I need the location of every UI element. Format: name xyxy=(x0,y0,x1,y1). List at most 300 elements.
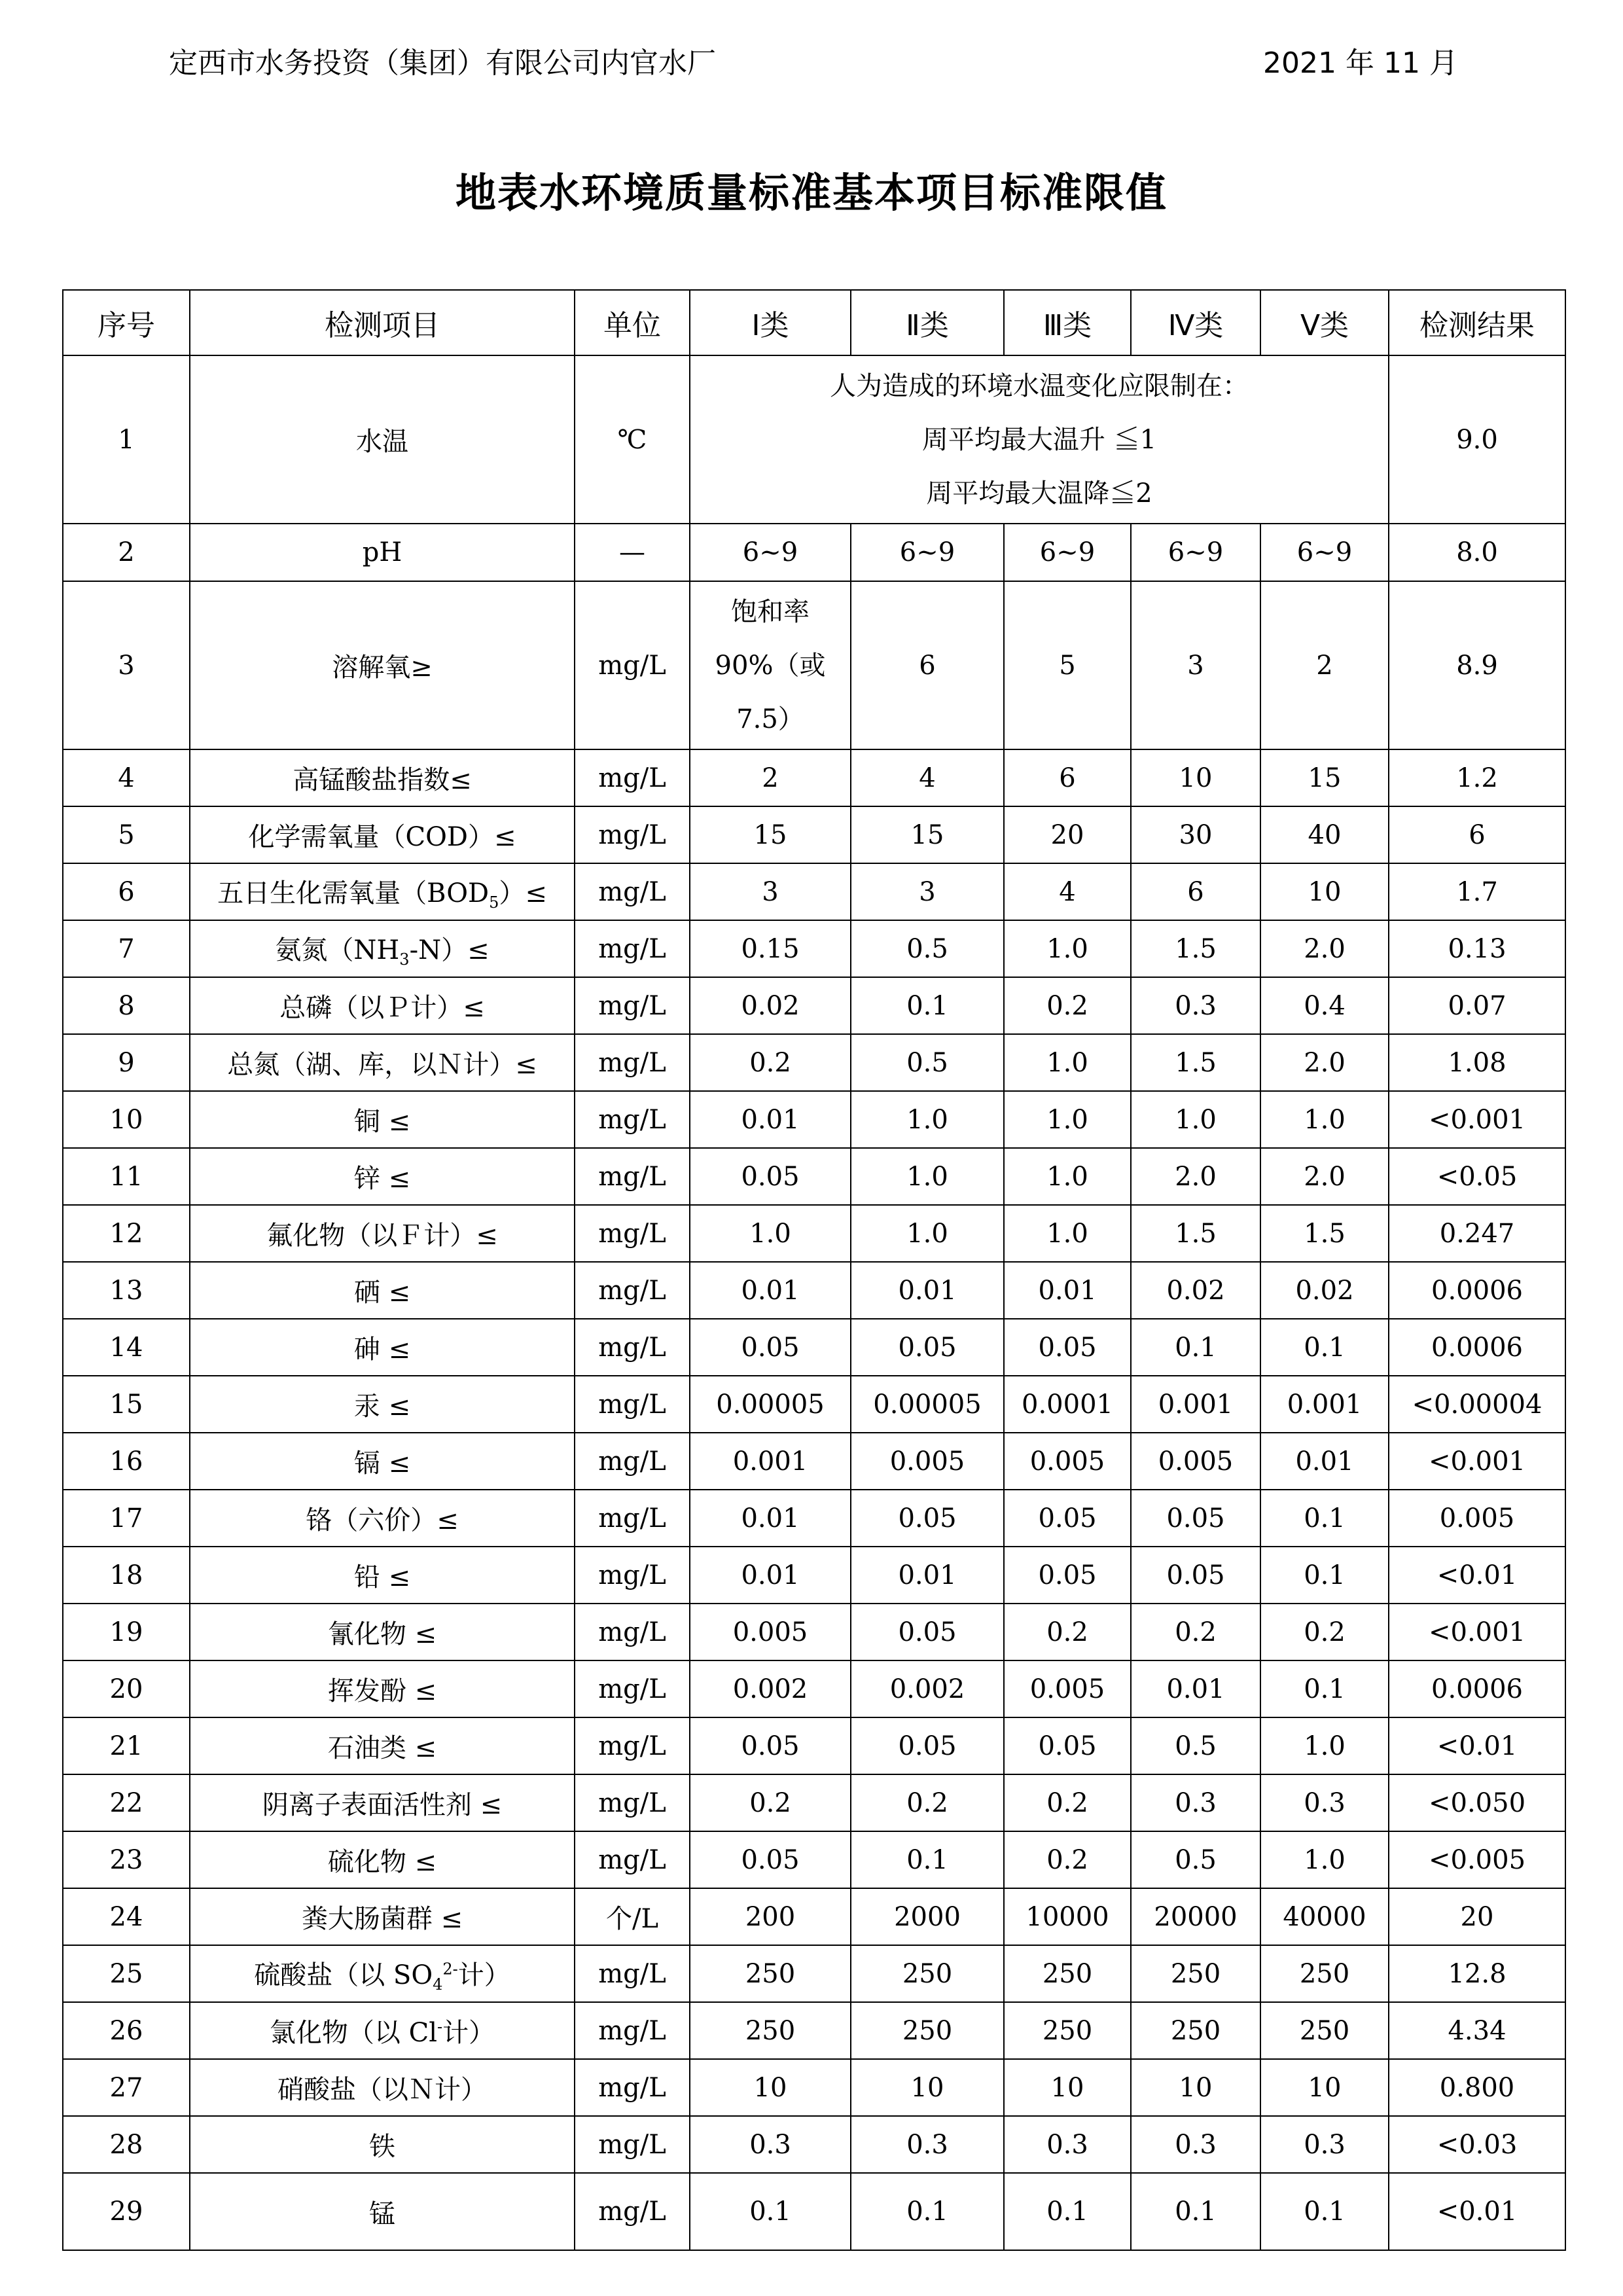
cell-class-5: 0.4 xyxy=(1260,977,1389,1034)
cell-no: 15 xyxy=(63,1376,190,1433)
cell-class-3: 20 xyxy=(1004,806,1131,863)
col-header-class-3: Ⅲ类 xyxy=(1004,290,1131,355)
cell-class-4: 0.01 xyxy=(1131,1660,1260,1717)
cell-unit: mg/L xyxy=(575,977,690,1034)
do-class1-line-1: 饱和率 xyxy=(731,596,810,627)
cell-class-4: 2.0 xyxy=(1131,1148,1260,1205)
cell-unit: mg/L xyxy=(575,1831,690,1888)
cell-class-3: 0.2 xyxy=(1004,1774,1131,1831)
cell-item: 总氮（湖、库，以Ｎ计）≤ xyxy=(190,1034,575,1091)
table-row xyxy=(63,1660,1565,1717)
cell-class-5: 0.2 xyxy=(1260,1604,1389,1660)
temp-limit-line-2: 周平均最大温升 ≦1 xyxy=(921,424,1157,455)
table-row xyxy=(63,1717,1565,1774)
cell-item: 化学需氧量（COD）≤ xyxy=(190,806,575,863)
cell-class-4: 1.5 xyxy=(1131,1205,1260,1262)
cell-item: 锌 ≤ xyxy=(190,1148,575,1205)
cell-class-2: 3 xyxy=(851,863,1004,920)
standards-table xyxy=(62,289,1566,2251)
cell-item: pH xyxy=(190,524,575,581)
cell-unit: mg/L xyxy=(575,1490,690,1547)
table-row xyxy=(63,1604,1565,1660)
cell-class-2: 250 xyxy=(851,1945,1004,2002)
cell-class-4: 10 xyxy=(1131,749,1260,806)
cell-class-4: 0.3 xyxy=(1131,2116,1260,2173)
cell-unit: mg/L xyxy=(575,581,690,749)
cell-result: 0.13 xyxy=(1389,920,1565,977)
cell-class-3: 6~9 xyxy=(1004,524,1131,581)
cell-class-5: 0.1 xyxy=(1260,1319,1389,1376)
cell-class-5: 10 xyxy=(1260,2059,1389,2116)
cell-class-4: 10 xyxy=(1131,2059,1260,2116)
cell-class-3: 0.005 xyxy=(1004,1433,1131,1490)
cell-class-4: 0.005 xyxy=(1131,1433,1260,1490)
cell-item: 铜 ≤ xyxy=(190,1091,575,1148)
cell-item: 硫化物 ≤ xyxy=(190,1831,575,1888)
cell-item xyxy=(190,2002,575,2059)
cell-class-3: 10000 xyxy=(1004,1888,1131,1945)
cell-unit: mg/L xyxy=(575,2173,690,2250)
cell-unit: ℃ xyxy=(575,355,690,524)
table-row xyxy=(63,1262,1565,1319)
cell-class-2: 0.3 xyxy=(851,2116,1004,2173)
table-row xyxy=(63,1945,1565,2002)
item-text-post: 计） xyxy=(442,2018,495,2048)
cell-class-4: 0.05 xyxy=(1131,1490,1260,1547)
table-header-row xyxy=(63,290,1565,355)
cell-result: 1.2 xyxy=(1389,749,1565,806)
col-header-item: 检测项目 xyxy=(190,290,575,355)
cell-class-1: 2 xyxy=(690,749,851,806)
col-header-class-5: Ⅴ类 xyxy=(1260,290,1389,355)
table-row-water-temp xyxy=(63,355,1565,524)
cell-class-1: 0.05 xyxy=(690,1831,851,1888)
cell-no: 9 xyxy=(63,1034,190,1091)
cell-item xyxy=(190,1945,575,2002)
table-row xyxy=(63,1034,1565,1091)
cell-class-2: 10 xyxy=(851,2059,1004,2116)
cell-class-3: 250 xyxy=(1004,1945,1131,2002)
cell-class-1: 0.2 xyxy=(690,1774,851,1831)
cell-class-4: 3 xyxy=(1131,581,1260,749)
cell-no: 3 xyxy=(63,581,190,749)
cell-class-2: 0.2 xyxy=(851,1774,1004,1831)
cell-result: <0.03 xyxy=(1389,2116,1565,2173)
cell-class-1: 0.00005 xyxy=(690,1376,851,1433)
report-date: 2021 年 11 月 xyxy=(1263,46,1458,80)
cell-unit: mg/L xyxy=(575,1774,690,1831)
cell-no: 24 xyxy=(63,1888,190,1945)
cell-class-3: 6 xyxy=(1004,749,1131,806)
cell-result: 1.08 xyxy=(1389,1034,1565,1091)
table-row-dissolved-oxygen xyxy=(63,581,1565,749)
cell-class-1: 200 xyxy=(690,1888,851,1945)
cell-class-4: 30 xyxy=(1131,806,1260,863)
table-row xyxy=(63,920,1565,977)
cell-result: 9.0 xyxy=(1389,355,1565,524)
table-row xyxy=(63,1490,1565,1547)
cell-unit: mg/L xyxy=(575,749,690,806)
cell-result: <0.01 xyxy=(1389,1547,1565,1604)
cell-result: <0.005 xyxy=(1389,1831,1565,1888)
cell-no: 4 xyxy=(63,749,190,806)
cell-result: <0.05 xyxy=(1389,1148,1565,1205)
table-row xyxy=(63,2002,1565,2059)
cell-item xyxy=(190,920,575,977)
cell-class-3: 0.2 xyxy=(1004,1831,1131,1888)
cell-unit: mg/L xyxy=(575,1945,690,2002)
cell-no: 23 xyxy=(63,1831,190,1888)
cell-class-4: 6~9 xyxy=(1131,524,1260,581)
cell-no: 11 xyxy=(63,1148,190,1205)
cell-class-5: 40000 xyxy=(1260,1888,1389,1945)
cell-class-2: 0.1 xyxy=(851,1831,1004,1888)
cell-result: 8.0 xyxy=(1389,524,1565,581)
cell-item: 氰化物 ≤ xyxy=(190,1604,575,1660)
cell-class-1: 0.002 xyxy=(690,1660,851,1717)
cell-class-3: 0.1 xyxy=(1004,2173,1131,2250)
cell-class-3: 250 xyxy=(1004,2002,1131,2059)
do-class1-line-3: 7.5） xyxy=(736,704,804,734)
cell-class-3: 0.2 xyxy=(1004,977,1131,1034)
cell-class-2: 0.01 xyxy=(851,1262,1004,1319)
cell-result: 0.800 xyxy=(1389,2059,1565,2116)
organization-name: 定西市水务投资（集团）有限公司内官水厂 xyxy=(169,46,716,80)
table-row xyxy=(63,2173,1565,2250)
cell-item: 高锰酸盐指数≤ xyxy=(190,749,575,806)
cell-class-1: 0.01 xyxy=(690,1262,851,1319)
cell-class-4: 0.5 xyxy=(1131,1717,1260,1774)
cell-class-1: 0.005 xyxy=(690,1604,851,1660)
table-row xyxy=(63,977,1565,1034)
item-text-pre: 硫酸盐（以 SO xyxy=(254,1960,433,1990)
cell-class-5: 2.0 xyxy=(1260,920,1389,977)
cell-class-4: 0.5 xyxy=(1131,1831,1260,1888)
cell-class-5: 40 xyxy=(1260,806,1389,863)
cell-class-1: 0.05 xyxy=(690,1319,851,1376)
item-superscript: 2- xyxy=(442,1960,458,1979)
cell-class-5: 250 xyxy=(1260,2002,1389,2059)
item-text-pre: 氨氮（NH xyxy=(275,935,400,965)
cell-class-5: 1.0 xyxy=(1260,1091,1389,1148)
temp-limit-line-1: 人为造成的环境水温变化应限制在： xyxy=(830,370,1249,401)
cell-class-1: 0.001 xyxy=(690,1433,851,1490)
cell-result: <0.001 xyxy=(1389,1091,1565,1148)
table-row xyxy=(63,2059,1565,2116)
item-subscript: 5 xyxy=(489,893,499,912)
col-header-class-4: Ⅳ类 xyxy=(1131,290,1260,355)
item-text-pre: 五日生化需氧量（BOD xyxy=(217,878,490,908)
cell-class-3: 0.05 xyxy=(1004,1717,1131,1774)
cell-class-4: 250 xyxy=(1131,1945,1260,2002)
cell-class-5: 0.1 xyxy=(1260,2173,1389,2250)
cell-class-3: 0.05 xyxy=(1004,1490,1131,1547)
cell-class-3: 5 xyxy=(1004,581,1131,749)
cell-no: 17 xyxy=(63,1490,190,1547)
cell-class-4: 0.1 xyxy=(1131,1319,1260,1376)
item-subscript: 3 xyxy=(399,950,410,969)
cell-class-4: 1.5 xyxy=(1131,1034,1260,1091)
cell-class-5: 0.1 xyxy=(1260,1660,1389,1717)
cell-class-2: 1.0 xyxy=(851,1205,1004,1262)
cell-class-4: 1.5 xyxy=(1131,920,1260,977)
cell-item: 硝酸盐（以Ｎ计） xyxy=(190,2059,575,2116)
cell-unit: mg/L xyxy=(575,1319,690,1376)
cell-class-5: 15 xyxy=(1260,749,1389,806)
cell-unit: mg/L xyxy=(575,806,690,863)
cell-no: 27 xyxy=(63,2059,190,2116)
cell-class-3: 1.0 xyxy=(1004,1148,1131,1205)
table-row-ph xyxy=(63,524,1565,581)
table-row xyxy=(63,1205,1565,1262)
table-row xyxy=(63,1774,1565,1831)
table-row xyxy=(63,863,1565,920)
cell-no: 14 xyxy=(63,1319,190,1376)
table-row xyxy=(63,806,1565,863)
cell-no: 10 xyxy=(63,1091,190,1148)
cell-item: 阴离子表面活性剂 ≤ xyxy=(190,1774,575,1831)
cell-class-1 xyxy=(690,581,851,749)
cell-no: 19 xyxy=(63,1604,190,1660)
cell-unit: mg/L xyxy=(575,863,690,920)
cell-class-5: 0.3 xyxy=(1260,1774,1389,1831)
cell-class-5: 250 xyxy=(1260,1945,1389,2002)
cell-item: 氟化物（以Ｆ计）≤ xyxy=(190,1205,575,1262)
cell-no: 8 xyxy=(63,977,190,1034)
cell-class-5: 10 xyxy=(1260,863,1389,920)
cell-item: 总磷（以Ｐ计）≤ xyxy=(190,977,575,1034)
cell-result: 0.005 xyxy=(1389,1490,1565,1547)
cell-item: 溶解氧≥ xyxy=(190,581,575,749)
cell-class-5: 2 xyxy=(1260,581,1389,749)
cell-class-2: 0.05 xyxy=(851,1717,1004,1774)
cell-result: <0.01 xyxy=(1389,1717,1565,1774)
col-header-class-2: Ⅱ类 xyxy=(851,290,1004,355)
cell-class-4: 0.1 xyxy=(1131,2173,1260,2250)
cell-class-1: 0.2 xyxy=(690,1034,851,1091)
cell-class-1: 0.15 xyxy=(690,920,851,977)
col-header-class-1: Ⅰ类 xyxy=(690,290,851,355)
cell-item: 铅 ≤ xyxy=(190,1547,575,1604)
cell-class-4: 1.0 xyxy=(1131,1091,1260,1148)
cell-class-5: 1.0 xyxy=(1260,1831,1389,1888)
cell-class-1: 3 xyxy=(690,863,851,920)
cell-no: 25 xyxy=(63,1945,190,2002)
table-row xyxy=(63,1888,1565,1945)
cell-class-2: 6~9 xyxy=(851,524,1004,581)
cell-class-1: 0.01 xyxy=(690,1547,851,1604)
cell-class-1: 250 xyxy=(690,2002,851,2059)
table-row xyxy=(63,2116,1565,2173)
cell-item: 粪大肠菌群 ≤ xyxy=(190,1888,575,1945)
cell-result: 0.0006 xyxy=(1389,1660,1565,1717)
cell-no: 7 xyxy=(63,920,190,977)
cell-temp-limit xyxy=(690,355,1389,524)
cell-class-3: 4 xyxy=(1004,863,1131,920)
cell-class-2: 250 xyxy=(851,2002,1004,2059)
cell-class-3: 0.2 xyxy=(1004,1604,1131,1660)
cell-class-5: 0.1 xyxy=(1260,1547,1389,1604)
item-text-post: ）≤ xyxy=(499,878,547,908)
cell-class-4: 0.2 xyxy=(1131,1604,1260,1660)
item-text-pre: 氯化物（以 Cl xyxy=(269,2018,437,2048)
cell-class-5: 0.02 xyxy=(1260,1262,1389,1319)
cell-class-2: 0.05 xyxy=(851,1604,1004,1660)
cell-result: 20 xyxy=(1389,1888,1565,1945)
cell-class-2: 0.5 xyxy=(851,920,1004,977)
cell-no: 21 xyxy=(63,1717,190,1774)
cell-unit: mg/L xyxy=(575,1660,690,1717)
cell-class-1: 0.01 xyxy=(690,1091,851,1148)
item-text-post: -N）≤ xyxy=(409,935,490,965)
cell-class-5: 0.1 xyxy=(1260,1490,1389,1547)
cell-class-3: 1.0 xyxy=(1004,1034,1131,1091)
cell-class-1: 6~9 xyxy=(690,524,851,581)
cell-class-5: 0.001 xyxy=(1260,1376,1389,1433)
cell-class-2: 1.0 xyxy=(851,1148,1004,1205)
temp-limit-line-3: 周平均最大温降≦2 xyxy=(926,478,1152,509)
cell-item: 镉 ≤ xyxy=(190,1433,575,1490)
cell-class-2: 0.05 xyxy=(851,1319,1004,1376)
cell-class-3: 0.3 xyxy=(1004,2116,1131,2173)
cell-class-3: 10 xyxy=(1004,2059,1131,2116)
table-row xyxy=(63,1091,1565,1148)
cell-class-3: 0.05 xyxy=(1004,1547,1131,1604)
table-row xyxy=(63,1547,1565,1604)
cell-class-5: 2.0 xyxy=(1260,1034,1389,1091)
cell-no: 2 xyxy=(63,524,190,581)
col-header-unit: 单位 xyxy=(575,290,690,355)
table-row xyxy=(63,1831,1565,1888)
cell-no: 20 xyxy=(63,1660,190,1717)
cell-no: 28 xyxy=(63,2116,190,2173)
cell-unit: mg/L xyxy=(575,1091,690,1148)
cell-result: <0.050 xyxy=(1389,1774,1565,1831)
table-row xyxy=(63,749,1565,806)
cell-no: 13 xyxy=(63,1262,190,1319)
cell-item: 铬（六价）≤ xyxy=(190,1490,575,1547)
cell-class-2: 0.1 xyxy=(851,2173,1004,2250)
cell-class-3: 0.005 xyxy=(1004,1660,1131,1717)
cell-class-4: 250 xyxy=(1131,2002,1260,2059)
cell-class-2: 0.005 xyxy=(851,1433,1004,1490)
cell-class-2: 0.002 xyxy=(851,1660,1004,1717)
cell-unit: mg/L xyxy=(575,2002,690,2059)
cell-class-3: 0.0001 xyxy=(1004,1376,1131,1433)
cell-no: 29 xyxy=(63,2173,190,2250)
cell-class-2: 2000 xyxy=(851,1888,1004,1945)
cell-unit: mg/L xyxy=(575,1205,690,1262)
cell-result: 12.8 xyxy=(1389,1945,1565,2002)
cell-result: <0.001 xyxy=(1389,1604,1565,1660)
cell-class-1: 0.1 xyxy=(690,2173,851,2250)
cell-class-2: 0.5 xyxy=(851,1034,1004,1091)
cell-result: <0.001 xyxy=(1389,1433,1565,1490)
cell-class-2: 6 xyxy=(851,581,1004,749)
cell-unit: mg/L xyxy=(575,1547,690,1604)
cell-class-3: 1.0 xyxy=(1004,1205,1131,1262)
cell-class-4: 0.02 xyxy=(1131,1262,1260,1319)
cell-unit: mg/L xyxy=(575,1034,690,1091)
cell-class-5: 2.0 xyxy=(1260,1148,1389,1205)
cell-result: <0.00004 xyxy=(1389,1376,1565,1433)
cell-class-1: 15 xyxy=(690,806,851,863)
cell-no: 6 xyxy=(63,863,190,920)
cell-item: 硒 ≤ xyxy=(190,1262,575,1319)
cell-class-3: 1.0 xyxy=(1004,920,1131,977)
cell-class-1: 0.01 xyxy=(690,1490,851,1547)
cell-class-5: 0.01 xyxy=(1260,1433,1389,1490)
cell-no: 18 xyxy=(63,1547,190,1604)
cell-class-2: 4 xyxy=(851,749,1004,806)
cell-unit: mg/L xyxy=(575,1717,690,1774)
cell-item: 挥发酚 ≤ xyxy=(190,1660,575,1717)
cell-class-4: 0.3 xyxy=(1131,1774,1260,1831)
cell-no: 22 xyxy=(63,1774,190,1831)
cell-no: 5 xyxy=(63,806,190,863)
col-header-result: 检测结果 xyxy=(1389,290,1565,355)
cell-result: 0.0006 xyxy=(1389,1319,1565,1376)
cell-class-4: 20000 xyxy=(1131,1888,1260,1945)
cell-class-2: 0.05 xyxy=(851,1490,1004,1547)
cell-result: 8.9 xyxy=(1389,581,1565,749)
cell-class-1: 10 xyxy=(690,2059,851,2116)
item-subscript: 4 xyxy=(433,1975,443,1994)
cell-class-3: 0.01 xyxy=(1004,1262,1131,1319)
cell-item: 石油类 ≤ xyxy=(190,1717,575,1774)
cell-unit: mg/L xyxy=(575,1262,690,1319)
cell-result: 1.7 xyxy=(1389,863,1565,920)
cell-unit: mg/L xyxy=(575,1376,690,1433)
col-header-no: 序号 xyxy=(63,290,190,355)
item-superscript: - xyxy=(437,2017,443,2036)
cell-unit: mg/L xyxy=(575,1433,690,1490)
cell-item xyxy=(190,863,575,920)
cell-class-2: 1.0 xyxy=(851,1091,1004,1148)
cell-class-2: 0.01 xyxy=(851,1547,1004,1604)
cell-item: 水温 xyxy=(190,355,575,524)
cell-class-4: 0.001 xyxy=(1131,1376,1260,1433)
cell-unit: mg/L xyxy=(575,1604,690,1660)
cell-result: <0.01 xyxy=(1389,2173,1565,2250)
cell-no: 26 xyxy=(63,2002,190,2059)
cell-unit: mg/L xyxy=(575,920,690,977)
cell-class-3: 1.0 xyxy=(1004,1091,1131,1148)
cell-class-1: 250 xyxy=(690,1945,851,2002)
table-row xyxy=(63,1319,1565,1376)
cell-class-1: 0.02 xyxy=(690,977,851,1034)
cell-unit: mg/L xyxy=(575,1148,690,1205)
table-row xyxy=(63,1376,1565,1433)
cell-unit: mg/L xyxy=(575,2059,690,2116)
cell-no: 1 xyxy=(63,355,190,524)
cell-class-5: 0.3 xyxy=(1260,2116,1389,2173)
cell-class-3: 0.05 xyxy=(1004,1319,1131,1376)
page-title: 地表水环境质量标准基本项目标准限值 xyxy=(455,169,1168,217)
table-row xyxy=(63,1148,1565,1205)
cell-item: 砷 ≤ xyxy=(190,1319,575,1376)
cell-class-1: 0.3 xyxy=(690,2116,851,2173)
cell-class-5: 6~9 xyxy=(1260,524,1389,581)
cell-no: 12 xyxy=(63,1205,190,1262)
cell-result: 0.0006 xyxy=(1389,1262,1565,1319)
cell-class-1: 0.05 xyxy=(690,1717,851,1774)
cell-class-4: 0.05 xyxy=(1131,1547,1260,1604)
cell-class-1: 0.05 xyxy=(690,1148,851,1205)
cell-result: 6 xyxy=(1389,806,1565,863)
cell-unit: mg/L xyxy=(575,2116,690,2173)
cell-class-1: 1.0 xyxy=(690,1205,851,1262)
